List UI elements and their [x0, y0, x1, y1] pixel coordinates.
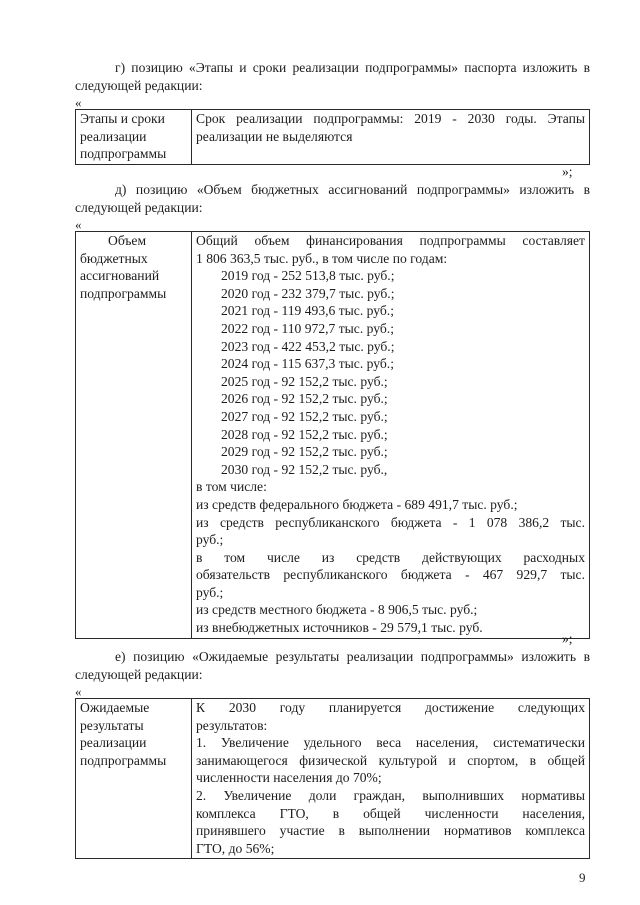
- obligations-line: руб.;: [196, 584, 224, 600]
- result-line: комплекса ГТО, в общей численности населения,: [196, 805, 585, 821]
- result-line: принявшего участие в выполнении нормативов комплекса: [196, 823, 585, 839]
- stages-label-cell: [76, 110, 192, 165]
- label-line: реализации: [80, 735, 147, 751]
- label-line: подпрограммы: [80, 752, 167, 768]
- republic-line: из средств республиканского бюджета - 1 078 386,2 тыс.: [196, 514, 585, 530]
- section-g-intro: г) позицию «Этапы и сроки реализации подпрограммы» паспорта изложить в следующей редакции:: [75, 60, 590, 93]
- page-number: 9: [579, 870, 586, 885]
- total-line: Общий объем финансирования подпрограммы составляет: [196, 233, 585, 248]
- result-line: занимающегося физической культурой и спортом, в общей: [196, 752, 585, 768]
- label-line: результаты: [80, 717, 144, 733]
- year-line: 2026 год - 92 152,2 тыс. руб.;: [221, 391, 388, 407]
- results-table: [75, 698, 590, 859]
- stages-table: [75, 109, 590, 165]
- label-line: Объем: [108, 233, 147, 248]
- total-line: 1 806 363,5 тыс. руб., в том числе по годам:: [196, 250, 448, 266]
- result-line: 2. Увеличение доли граждан, выполнивших нормативы: [196, 787, 585, 803]
- year-line: 2027 год - 92 152,2 тыс. руб.;: [221, 408, 388, 424]
- section-e-intro: е) позицию «Ожидаемые результаты реализации подпрограммы» изложить в следующей редакции:: [75, 649, 590, 682]
- year-line: 2029 год - 92 152,2 тыс. руб.;: [221, 444, 388, 460]
- table-row: [76, 699, 590, 859]
- offbudget-line: из внебюджетных источников - 29 579,1 тыс. руб.: [196, 620, 483, 636]
- label-line: Этапы и сроки: [80, 111, 165, 126]
- section-d-open-quote: «: [75, 217, 82, 232]
- label-line: подпрограммы: [80, 285, 167, 301]
- stages-content-cell: Срок реализации подпрограммы: 2019 - 2030 годы. Этапы реализации не выделяются: [192, 110, 590, 165]
- year-line: 2019 год - 252 513,8 тыс. руб.;: [221, 268, 395, 284]
- results-label-cell: [76, 699, 192, 859]
- year-line: 2020 год - 232 379,7 тыс. руб.;: [221, 285, 395, 301]
- result-line: численности населения до 70%;: [196, 770, 382, 786]
- obligations-line: в том числе из средств действующих расходных: [196, 549, 585, 565]
- budget-label-cell: [76, 232, 192, 639]
- result-line: ГТО, до 56%;: [196, 840, 275, 856]
- including-line: в том числе:: [196, 479, 267, 495]
- section-d-intro: д) позицию «Объем бюджетных ассигнований подпрограммы» изложить в следующей редакции:: [75, 182, 590, 215]
- result-line: 1. Увеличение удельного веса населения, систематически: [196, 735, 585, 751]
- table-row: [76, 110, 590, 165]
- result-line: К 2030 году планируется достижение следующих: [196, 700, 585, 715]
- label-line: ассигнований: [80, 268, 160, 284]
- section-g-open-quote: «: [75, 95, 82, 110]
- table-row: [76, 232, 590, 639]
- local-line: из средств местного бюджета - 8 906,5 тыс. руб.;: [196, 602, 478, 618]
- year-line: 2021 год - 119 493,6 тыс. руб.;: [221, 303, 394, 319]
- budget-table: [75, 231, 590, 639]
- section-g-close-quote: »;: [562, 164, 573, 179]
- year-line: 2022 год - 110 972,7 тыс. руб.;: [221, 320, 394, 336]
- year-line: 2025 год - 92 152,2 тыс. руб.;: [221, 373, 388, 389]
- year-line: 2023 год - 422 453,2 тыс. руб.;: [221, 338, 395, 354]
- result-line: результатов:: [196, 717, 268, 733]
- year-line: 2030 год - 92 152,2 тыс. руб.,: [221, 461, 388, 477]
- obligations-line: обязательств республиканского бюджета - 467 929,7 тыс.: [196, 567, 585, 583]
- results-content-cell: [192, 699, 590, 859]
- section-e-open-quote: «: [75, 684, 82, 699]
- label-line: бюджетных: [80, 250, 148, 266]
- republic-line: руб.;: [196, 532, 224, 548]
- year-line: 2028 год - 92 152,2 тыс. руб.;: [221, 426, 388, 442]
- federal-line: из средств федерального бюджета - 689 491,7 тыс. руб.;: [196, 496, 518, 512]
- label-line: реализации: [80, 128, 147, 144]
- label-line: подпрограммы: [80, 146, 167, 162]
- label-line: Ожидаемые: [80, 700, 150, 715]
- section-d-close-quote: »;: [562, 631, 573, 646]
- budget-content-cell: [192, 232, 590, 639]
- year-line: 2024 год - 115 637,3 тыс. руб.;: [221, 356, 394, 372]
